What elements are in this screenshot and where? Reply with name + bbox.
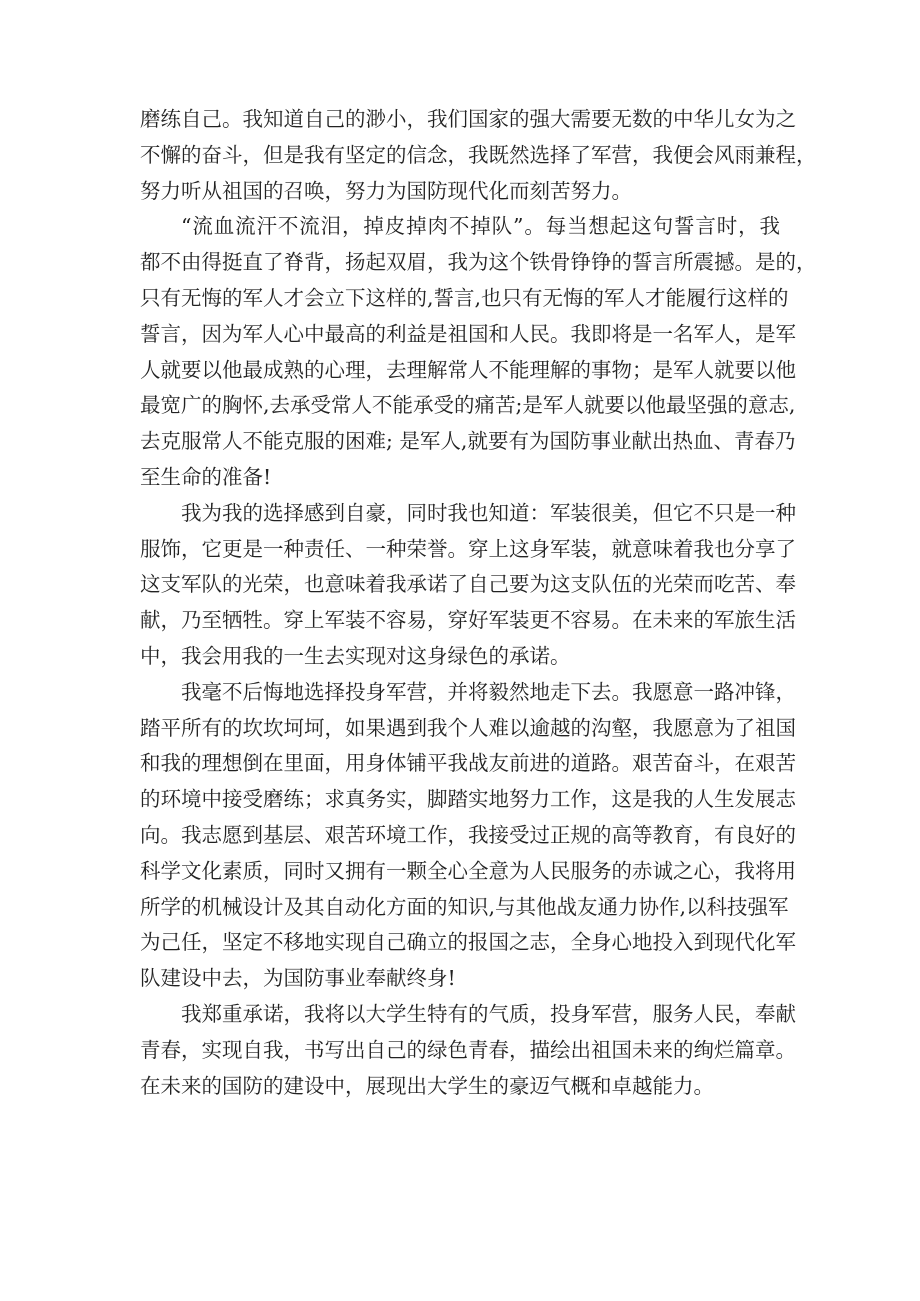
paragraph-3 [140, 496, 796, 675]
paragraph-4 [140, 675, 796, 997]
text-line: 所学的机械设计及其自动化方面的知识,与其他战友通力协作,以科技强军 [140, 894, 789, 919]
text-line: 向。我志愿到基层、艰苦环境工作，我接受过正规的高等教育，有良好的 [140, 822, 796, 847]
text-line: 只有无悔的军人才会立下这样的,誓言,也只有无悔的军人才能履行这样的 [140, 285, 789, 310]
text-line: 的环境中接受磨练；求真务实，脚踏实地努力工作，这是我的人生发展志 [140, 787, 796, 812]
text-line: 献，乃至牺牲。穿上军装不容易，穿好军装更不容易。在未来的军旅生活 [140, 608, 796, 633]
document-body [140, 102, 817, 1104]
text-line: 这支军队的光荣，也意味着我承诺了自己要为这支队伍的光荣而吃苦、奉 [140, 572, 796, 597]
text-line: 和我的理想倒在里面，用身体铺平我战友前进的道路。艰苦奋斗，在艰苦 [140, 751, 796, 776]
text-line: 磨练自己。我知道自己的渺小，我们国家的强大需要无数的中华儿女为之 [140, 107, 796, 131]
text-line: 去克服常人不能克服的困难; 是军人,就要有为国防事业献出热血、青春乃 [140, 429, 796, 454]
text-line: 为己任，坚定不移地实现自己确立的报国之志，全身心地投入到现代化军 [140, 930, 796, 955]
paragraph-1 [140, 102, 817, 209]
text-line: 努力听从祖国的召唤，努力为国防现代化而刻苦努力。 [140, 178, 632, 203]
text-line: 队建设中去，为国防事业奉献终身! [140, 966, 456, 991]
text-line: 中，我会用我的一生去实现对这身绿色的承诺。 [140, 643, 571, 668]
text-line: 在未来的国防的建设中，展现出大学生的豪迈气概和卓越能力。 [140, 1073, 714, 1098]
text-line: 服饰，它更是一种责任、一种荣誉。穿上这身军装，就意味着我也分享了 [140, 536, 796, 561]
text-line: 科学文化素质，同时又拥有一颗全心全意为人民服务的赤诚之心，我将用 [140, 858, 796, 883]
text-line: 至生命的准备! [140, 464, 272, 489]
text-line: “流血流汗不流泪，掉皮掉肉不掉队”。每当想起这句誓言时，我 [181, 214, 780, 239]
text-line: 都不由得挺直了脊背，扬起双眉，我为这个铁骨铮铮的誓言所震撼。是的， [140, 250, 817, 275]
text-line: 我毫不后悔地选择投身军营，并将毅然地走下去。我愿意一路冲锋， [181, 679, 796, 704]
text-line: 不懈的奋斗，但是我有坚定的信念，我既然选择了军营，我便会风雨兼程， [140, 142, 817, 167]
text-line: 誓言，因为军人心中最高的利益是祖国和人民。我即将是一名军人，是军 [140, 321, 796, 346]
paragraph-5 [140, 997, 796, 1104]
text-line: 踏平所有的坎坎坷坷，如果遇到我个人难以逾越的沟壑，我愿意为了祖国 [140, 715, 796, 740]
text-line: 我郑重承诺，我将以大学生特有的气质，投身军营，服务人民，奉献 [181, 1001, 796, 1026]
paragraph-2 [140, 209, 817, 495]
text-line: 我为我的选择感到自豪，同时我也知道：军装很美，但它不只是一种 [181, 500, 796, 525]
text-line: 最宽广的胸怀,去承受常人不能承受的痛苦;是军人就要以他最坚强的意志, [140, 393, 796, 418]
text-line: 青春，实现自我，书写出自己的绿色青春，描绘出祖国未来的绚烂篇章。 [140, 1037, 796, 1062]
text-line: 人就要以他最成熟的心理，去理解常人不能理解的事物；是军人就要以他 [140, 357, 796, 382]
